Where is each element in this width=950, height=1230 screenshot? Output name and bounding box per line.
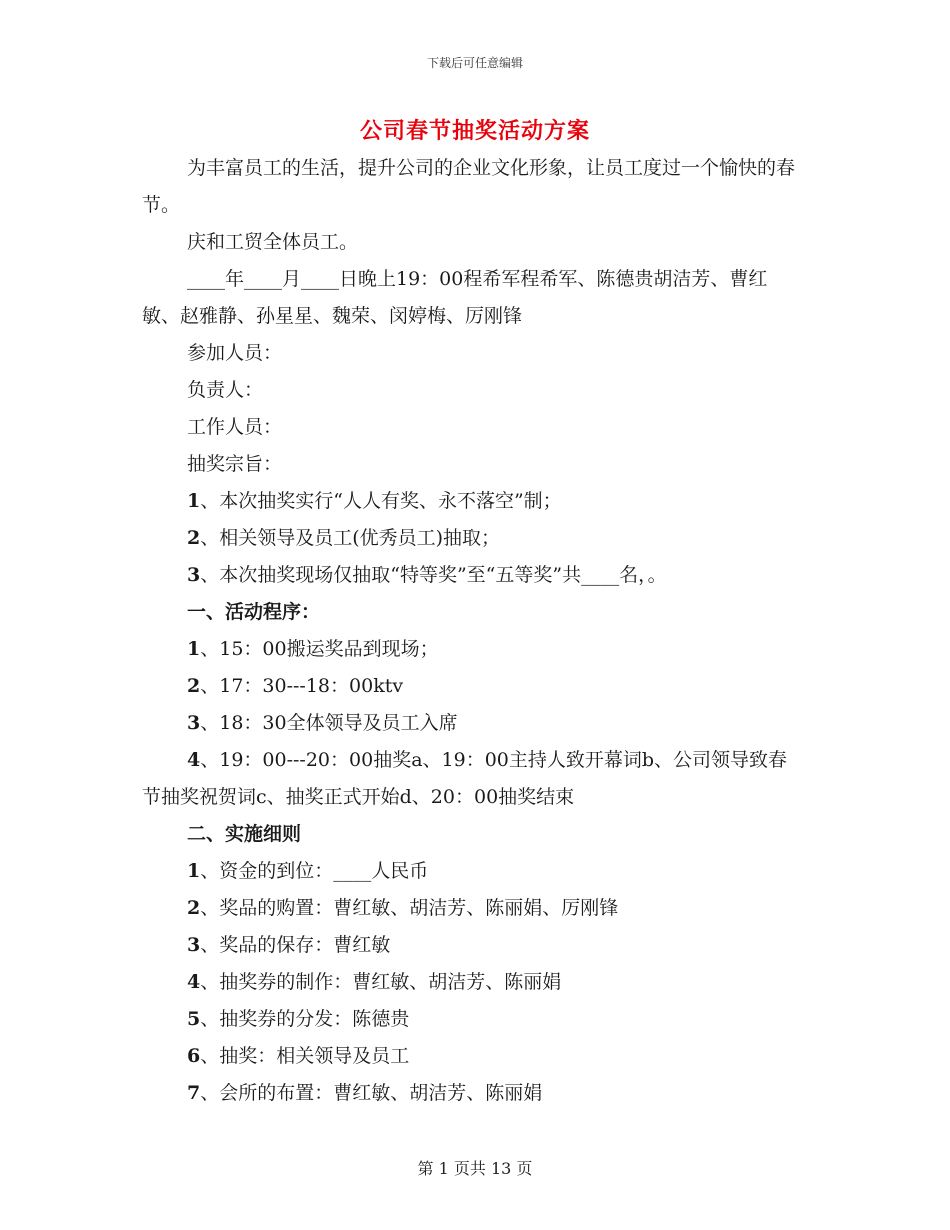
aim-item-number: 2	[187, 527, 201, 549]
aim-item	[142, 520, 802, 557]
aim-item-number: 1	[187, 490, 201, 512]
aim-item-number: 3	[187, 564, 201, 586]
procedure-item-text: 、15：00搬运奖品到现场；	[200, 638, 439, 660]
detail-item-number: 2	[187, 897, 201, 919]
detail-item-number: 1	[187, 860, 201, 882]
procedure-item-number: 2	[187, 675, 201, 697]
detail-item-text: 、抽奖：相关领导及员工	[200, 1045, 410, 1067]
aim-item-text: 、相关领导及员工(优秀员工)抽取；	[200, 527, 501, 549]
detail-item-number: 4	[187, 971, 201, 993]
target-paragraph: 庆和工贸全体员工。	[187, 231, 359, 253]
detail-item-text: 、奖品的购置：曹红敏、胡洁芳、陈丽娟、厉刚锋	[200, 897, 619, 919]
document-body	[142, 150, 802, 1112]
detail-item-text: 、资金的到位：____人民币	[200, 860, 429, 882]
aim-item	[142, 483, 802, 520]
document-title: 公司春节抽奖活动方案	[359, 118, 590, 144]
aim-item-text: 、本次抽奖实行“人人有奖、永不落空”制；	[200, 490, 562, 512]
detail-item	[142, 1038, 802, 1075]
procedure-item-4	[142, 742, 802, 816]
staff-label: 工作人员：	[187, 416, 283, 438]
purpose-paragraph: 为丰富员工的生活，提升公司的企业文化形象，让员工度过一个愉快的春节。	[142, 157, 796, 216]
detail-item	[142, 1075, 802, 1112]
detail-item-text: 、抽奖券的分发：陈德贵	[200, 1008, 410, 1030]
time-people-paragraph: ____年____月____日晚上19：00程希军程希军、陈德贵胡洁芳、曹红敏、赵雅静、孙星星、魏荣、闵婷梅、厉刚锋	[142, 268, 768, 327]
procedure-item-text: 、17：30---18：00ktv	[200, 675, 404, 697]
participants-label: 参加人员：	[187, 342, 283, 364]
leader-label: 负责人：	[187, 379, 264, 401]
detail-item	[142, 890, 802, 927]
detail-item-number: 7	[187, 1082, 201, 1104]
detail-item-text: 、奖品的保存：曹红敏	[200, 934, 391, 956]
procedure-item-number: 3	[187, 712, 201, 734]
procedure-item-number: 1	[187, 638, 201, 660]
procedure-item	[142, 705, 802, 742]
aim-item	[142, 557, 802, 594]
detail-item-number: 5	[187, 1008, 201, 1030]
section-heading-details: 二、实施细则	[187, 823, 302, 845]
detail-item-number: 6	[187, 1045, 201, 1067]
procedure-item-text: 、18：30全体领导及员工入席	[200, 712, 458, 734]
section-heading-procedure: 一、活动程序：	[187, 601, 321, 623]
detail-item-number: 3	[187, 934, 201, 956]
procedure-item	[142, 668, 802, 705]
detail-item	[142, 853, 802, 890]
detail-item-text: 、会所的布置：曹红敏、胡洁芳、陈丽娟	[200, 1082, 543, 1104]
procedure-item	[142, 631, 802, 668]
detail-item	[142, 927, 802, 964]
page-header-note: 下载后可任意编辑	[426, 56, 523, 70]
detail-item-text: 、抽奖券的制作：曹红敏、胡洁芳、陈丽娟	[200, 971, 562, 993]
aim-label: 抽奖宗旨：	[187, 453, 283, 475]
detail-item	[142, 964, 802, 1001]
procedure-item-text: 、19：00---20：00抽奖a、19：00主持人致开幕词b、公司领导致春节抽奖祝贺词c、抽奖正式开始d、20：00抽奖结束	[142, 749, 788, 808]
aim-item-text: 、本次抽奖现场仅抽取“特等奖”至“五等奖”共____名，。	[200, 564, 667, 586]
page-number-footer: 第 1 页共 13 页	[417, 1159, 533, 1178]
detail-item	[142, 1001, 802, 1038]
procedure-item-number: 4	[187, 749, 201, 771]
